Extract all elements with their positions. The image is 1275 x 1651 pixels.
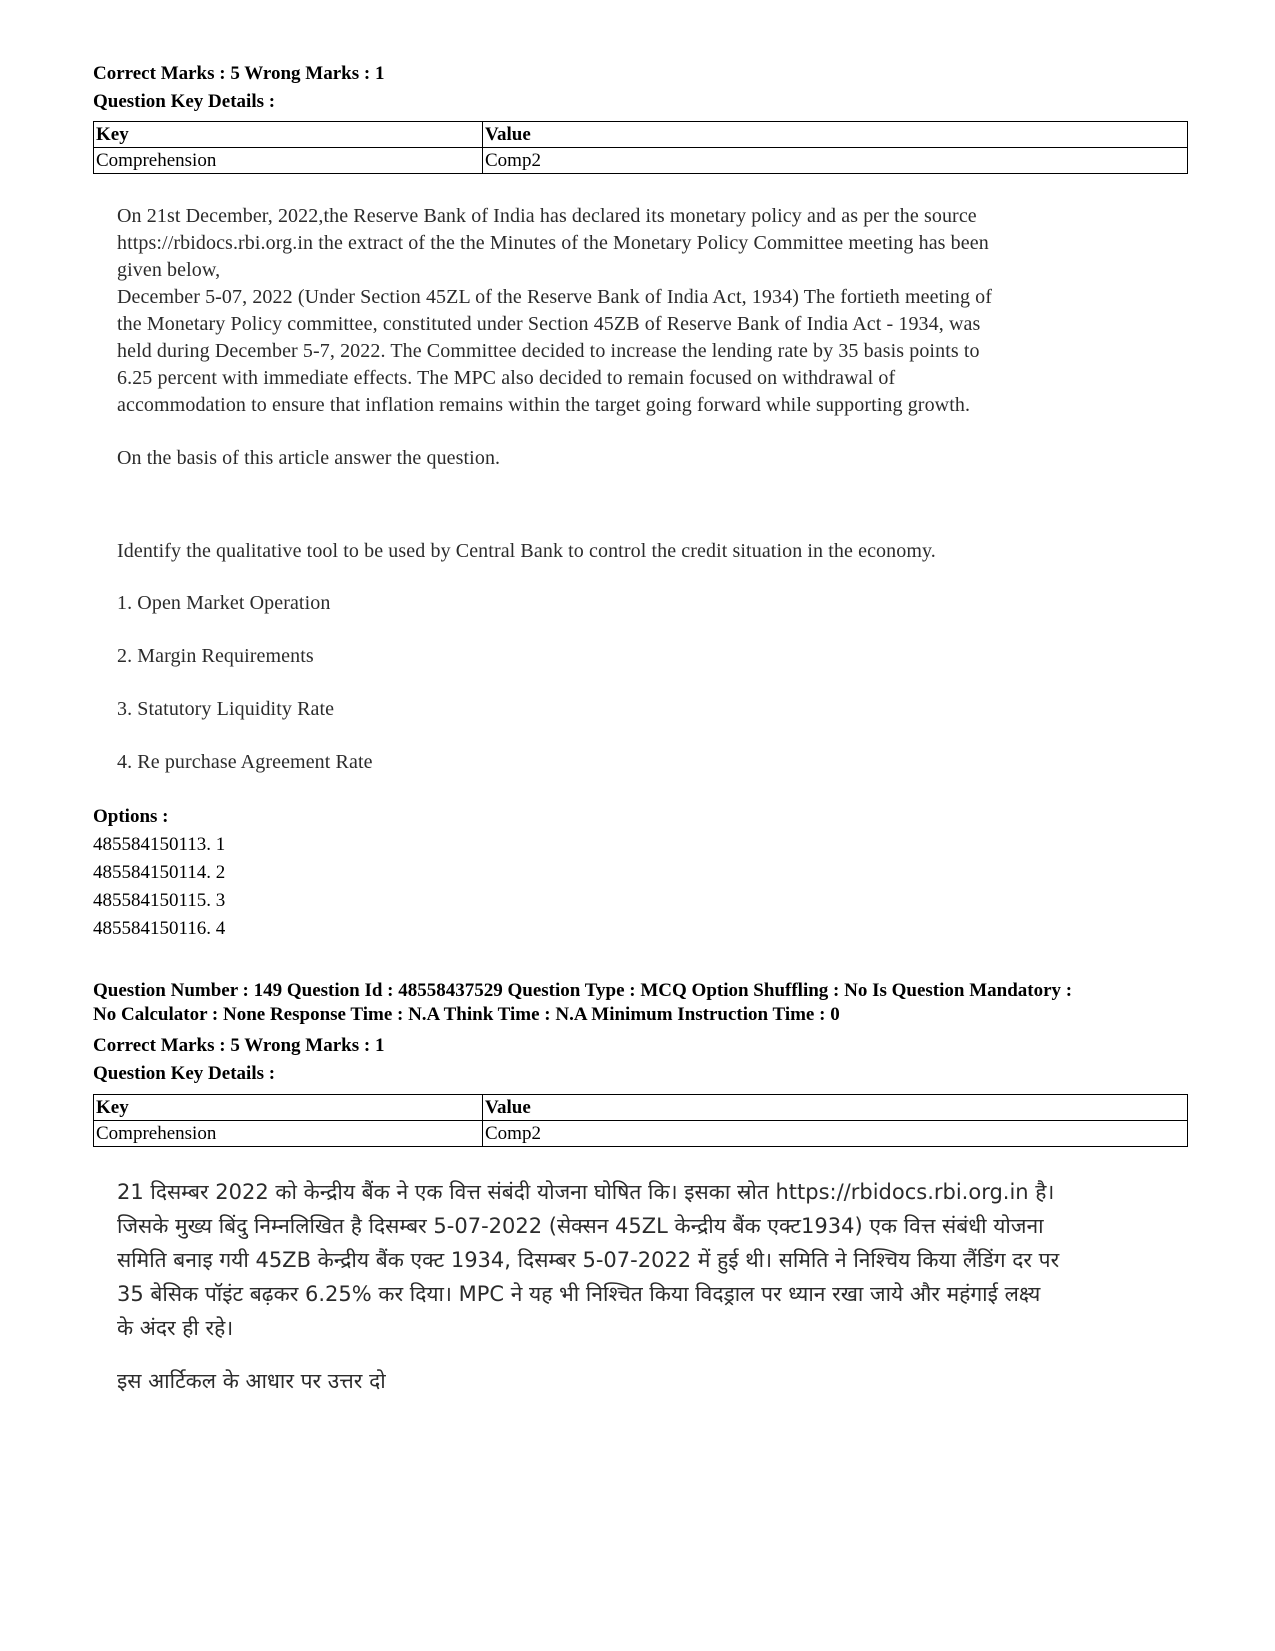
passage-line: 6.25 percent with immediate effects. The MPC also decided to remain focused on withdrawal of xyxy=(117,367,896,389)
question-meta-line: No Calculator : None Response Time : N.A Think Time : N.A Minimum Instruction Time : 0 xyxy=(93,1004,840,1025)
hindi-passage-line: समिति बनाइ गयी 45ZB केन्द्रीय बैंक एक्ट 1934, दिसम्बर 5-07-2022 में हुई थी। समिति ने निश्चिय किया लैंडिंग दर पर xyxy=(117,1248,1060,1272)
table-row xyxy=(94,1121,1188,1147)
passage-line: On 21st December, 2022,the Reserve Bank of India has declared its monetary policy and as per the source xyxy=(117,205,977,227)
choice-list xyxy=(117,590,1187,617)
hindi-instruction-line: इस आर्टिकल के आधार पर उत्तर दो xyxy=(117,1369,386,1393)
option-id: 485584150113. 1 xyxy=(93,834,226,855)
question-text xyxy=(117,538,1187,565)
marks-line: Correct Marks : 5 Wrong Marks : 1 xyxy=(93,1035,385,1056)
option-id: 485584150114. 2 xyxy=(93,862,226,883)
choice-item: 4. Re purchase Agreement Rate xyxy=(117,751,373,773)
marks-line: Correct Marks : 5 Wrong Marks : 1 xyxy=(93,63,385,84)
instruction-line: On the basis of this article answer the question. xyxy=(117,447,501,469)
key-details-label: Question Key Details : xyxy=(93,1063,276,1084)
table-header-value: Value xyxy=(483,122,1188,148)
options-label: Options : xyxy=(93,806,169,827)
option-id: 485584150116. 4 xyxy=(93,918,226,939)
table-header-row xyxy=(94,122,1188,148)
choice-list xyxy=(117,643,1187,670)
table-cell-value: Comp2 xyxy=(483,1121,1188,1147)
instruction-text xyxy=(117,445,1187,472)
table-cell-key: Comprehension xyxy=(94,148,483,174)
table-header-key: Key xyxy=(94,1095,483,1121)
choice-list xyxy=(117,749,1187,776)
question-line: Identify the qualitative tool to be used by Central Bank to control the credit situation in the economy. xyxy=(117,540,936,562)
table-header-value: Value xyxy=(483,1095,1188,1121)
choice-item: 2. Margin Requirements xyxy=(117,645,314,667)
passage-line: accommodation to ensure that inflation remains within the target going forward while supporting growth. xyxy=(117,394,971,416)
passage-line: December 5-07, 2022 (Under Section 45ZL of the Reserve Bank of India Act, 1934) The fortieth meeting of xyxy=(117,286,993,308)
passage-image-text xyxy=(117,203,1187,419)
choice-item: 1. Open Market Operation xyxy=(117,592,331,614)
hindi-passage-line: 35 बेसिक पॉइंट बढ़कर 6.25% कर दिया। MPC ने यह भी निश्चित किया विदड्राल पर ध्यान रखा जाये और महंगाई लक्ष्य xyxy=(117,1282,1041,1306)
hindi-instruction-text xyxy=(117,1364,1187,1398)
question-meta-line: Question Number : 149 Question Id : 48558437529 Question Type : MCQ Option Shuffling : No Is Question Mandatory : xyxy=(93,980,1073,1001)
choice-item: 3. Statutory Liquidity Rate xyxy=(117,698,335,720)
hindi-passage-line: जिसके मुख्य बिंदु निम्नलिखित है दिसम्बर 5-07-2022 (सेक्सन 45ZL केन्द्रीय बैंक एक्ट1934) एक वित्त संबंधी योजना xyxy=(117,1214,1044,1238)
hindi-passage-line: के अंदर ही रहे। xyxy=(117,1316,234,1340)
table-cell-value: Comp2 xyxy=(483,148,1188,174)
key-details-label: Question Key Details : xyxy=(93,91,276,112)
option-id: 485584150115. 3 xyxy=(93,890,226,911)
passage-line: given below, xyxy=(117,259,221,281)
hindi-passage-line: 21 दिसम्बर 2022 को केन्द्रीय बैंक ने एक वित्त संबंदी योजना घोषित कि। इसका स्रोत https://rbidocs.rbi.org.in है। xyxy=(117,1180,1055,1204)
table-header-key: Key xyxy=(94,122,483,148)
question-key-table xyxy=(93,121,1188,174)
passage-line: held during December 5-7, 2022. The Committee decided to increase the lending rate by 35 basis points to xyxy=(117,340,980,362)
table-row xyxy=(94,148,1188,174)
choice-list xyxy=(117,696,1187,723)
passage-line: the Monetary Policy committee, constituted under Section 45ZB of Reserve Bank of India Act - 1934, was xyxy=(117,313,981,335)
hindi-passage-image-text xyxy=(117,1175,1187,1345)
table-header-row xyxy=(94,1095,1188,1121)
passage-line: https://rbidocs.rbi.org.in the extract of the the Minutes of the Monetary Policy Committee meeting has been xyxy=(117,232,989,254)
question-key-table xyxy=(93,1094,1188,1147)
table-cell-key: Comprehension xyxy=(94,1121,483,1147)
